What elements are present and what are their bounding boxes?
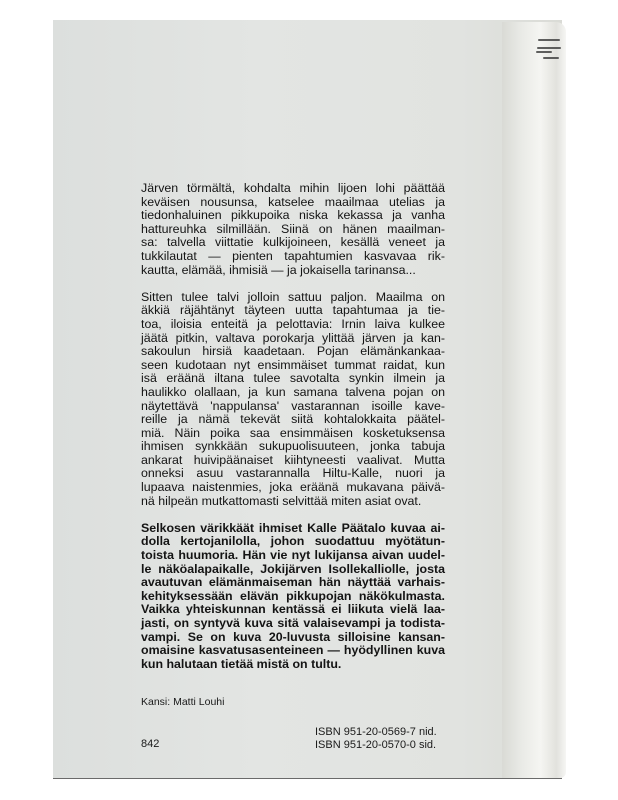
text-line: le näköalapaikalle, Jokijärven Isollekalliolle, josta [141, 561, 445, 576]
text-line: tiedonhaluinen pikkupoika niska kekassa ja vanha [141, 208, 445, 223]
spine-emboss-mark [537, 47, 561, 49]
catalog-number: 842 [141, 738, 160, 750]
text-line: toa, iloisia enteitä ja pelottavia: Irnin laiva kulkee [141, 316, 445, 331]
text-line: sa: talvella viittatie kulkijoineen, kesällä veneet ja [141, 235, 445, 250]
text-line: jäätä pitkin, valtava porokarja ylittää järven ja kan- [141, 330, 445, 345]
text-line: kun halutaan tietää mistä on tultu. [141, 656, 342, 671]
text-line: miä. Näin poika saa ensimmäisen kosketuksensa [141, 425, 445, 440]
blurb-text [141, 182, 445, 685]
isbn-hardcover: ISBN 951-20-0570-0 sid. [315, 739, 437, 751]
text-line: sakoulun hirsiä kaadetaan. Pojan elämänkankaa- [141, 344, 445, 359]
text-line: omaisine kasvatusasenteineen — hyödyllinen kuva [141, 643, 445, 658]
blurb-paragraph-2 [141, 291, 445, 509]
text-line: toista huumoria. Hän vie nyt lukijansa aivan uudel- [141, 548, 445, 563]
text-line: ankarat huivipäänaiset kiihtyneesti vaalivat. Mutta [141, 452, 445, 467]
text-line: isä eräänä iltana tulee savotalta synkin ilmein ja [141, 371, 445, 386]
text-line: nä hilpeän mutkattomasti selvittää miten asiat ovat. [141, 493, 422, 508]
cover-credit: Kansi: Matti Louhi [141, 696, 225, 708]
blurb-paragraph-1 [141, 182, 445, 277]
text-line: jasti, on syntyvä kuva sitä valaisevampi ja todista- [141, 616, 445, 630]
text-line: tukkilautat — pienten tapahtumien kasvavaa rik- [141, 248, 445, 263]
text-line: Järven törmältä, kohdalta mihin lijoen lohi päättää [141, 181, 445, 195]
text-line: keväisen nousunsa, katselee maailmaa utelias ja [141, 194, 445, 209]
blurb-paragraph-3 [141, 522, 445, 672]
isbn-block [315, 726, 437, 752]
text-line: kehityksessään elävän pikkupojan näkökulmasta. [141, 588, 445, 603]
text-line: ihmisen synkkään sukupuolisuuteen, jonka tabuja [141, 439, 445, 454]
text-line: vampi. Se on kuva 20-luvusta silloisine kansan- [141, 629, 445, 644]
text-line: dolla kertojanilolla, johon suodattuu myötätun- [141, 534, 445, 549]
text-line: Selkosen värikkäät ihmiset Kalle Päätalo kuvaa ai- [141, 520, 445, 535]
text-line: lupaava naistenmies, joka eräänä mukavana päivä- [141, 480, 445, 495]
text-line: äkkiä räjähtänyt täyteen uutta tapahtumaa ja tie- [141, 303, 445, 318]
text-line: näytettävä 'nappulansa' vastarannan isoille kave- [141, 398, 445, 413]
text-line: avautuvan elämänmaiseman hän näyttää varhais- [141, 575, 445, 590]
text-line: kautta, elämää, ihmisiä — ja jokaisella tarinansa... [141, 262, 416, 277]
text-line: Sitten tulee talvi jolloin sattuu paljon. Maailma on [141, 289, 445, 304]
spine-emboss-mark [536, 51, 552, 53]
book-spine [502, 22, 566, 778]
isbn-paperback: ISBN 951-20-0569-7 nid. [315, 726, 437, 738]
spine-emboss-mark [543, 57, 559, 59]
text-line: hattureuhka silmillään. Siinä on hänen maailman- [141, 221, 445, 236]
text-line: onneksi asuu vastarannalla Hiltu-Kalle, nuori ja [141, 466, 445, 481]
spine-emboss-mark [538, 39, 560, 41]
text-line: Vaikka yhteiskunnan kentässä ei liikuta vielä laa- [141, 602, 445, 617]
text-line: haulikko olallaan, ja kun samana talvena pojan on [141, 384, 445, 399]
text-line: reille ja nämä tekevät siitä kohtalokkaita päätel- [141, 412, 445, 427]
text-line: seen kudotaan nyt ensimmäiset tummat raidat, kun [141, 357, 445, 372]
